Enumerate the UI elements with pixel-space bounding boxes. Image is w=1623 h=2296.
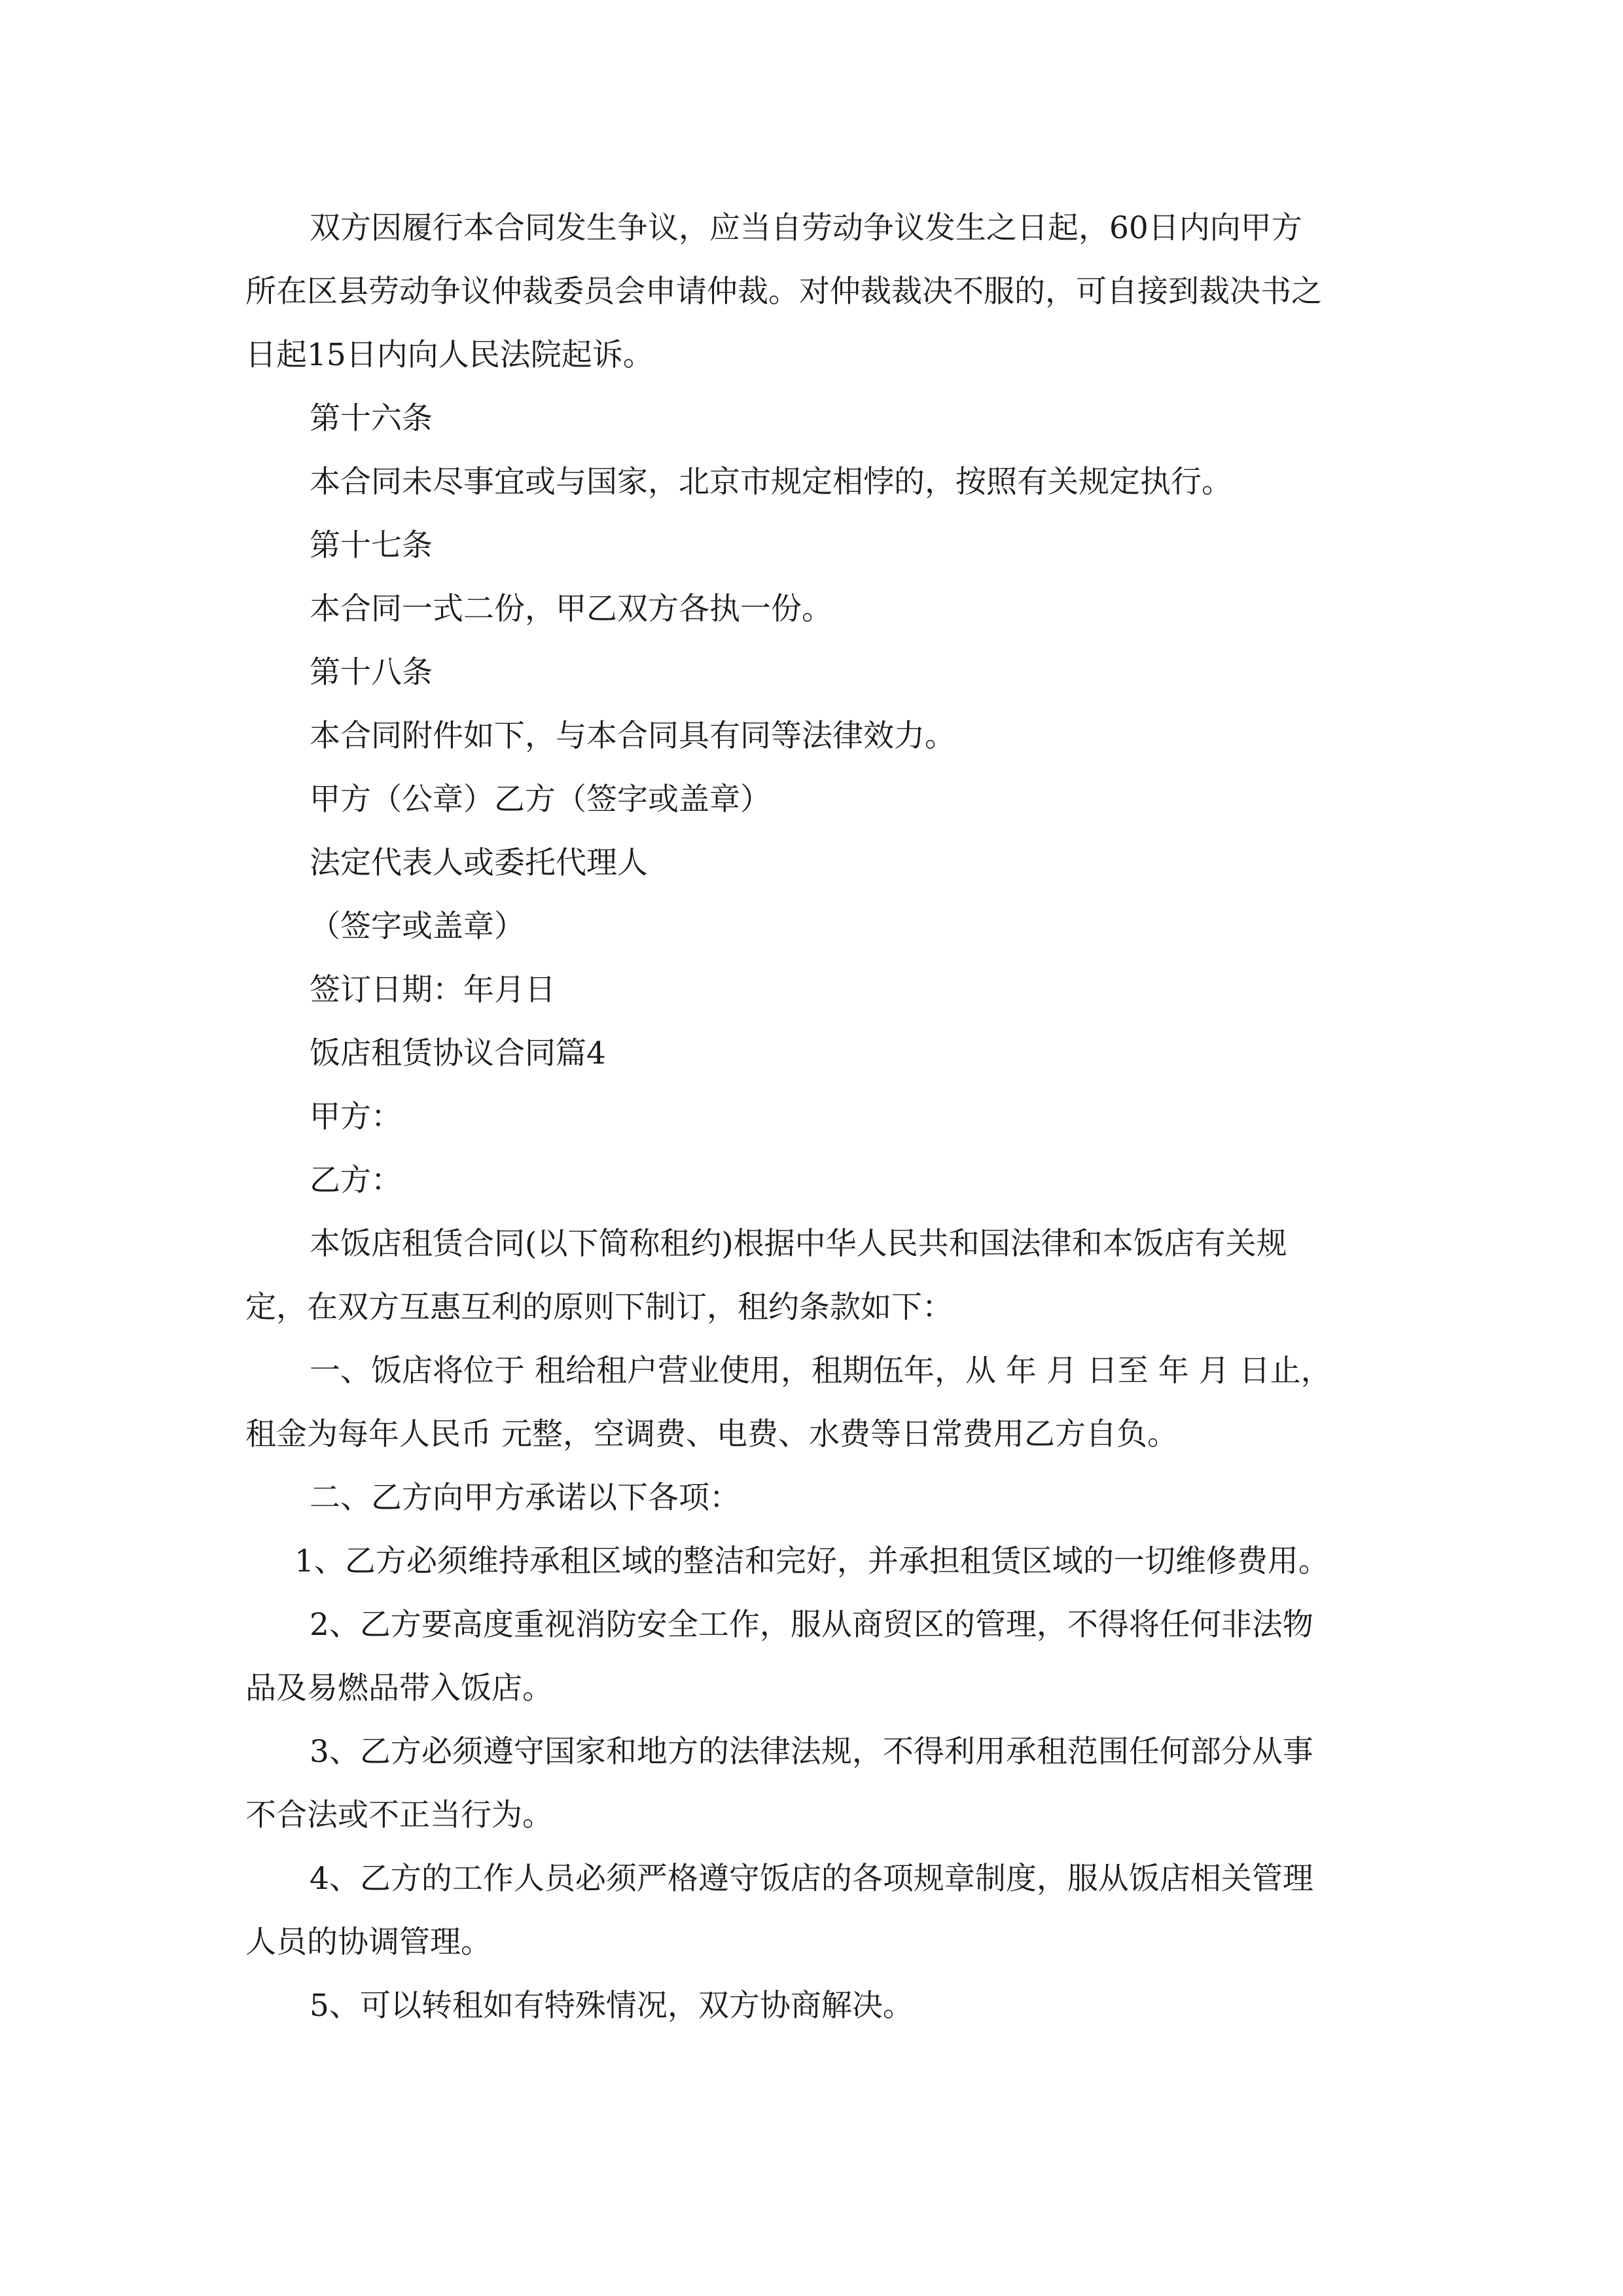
article-17-heading: 第十七条 (310, 528, 433, 564)
signature-representative: 法定代表人或委托代理人 (310, 845, 648, 881)
clause-2: 二、乙方向甲方承诺以下各项： (310, 1480, 740, 1516)
paragraph-intro (245, 1212, 1384, 1339)
text-line: 本饭店租赁合同(以下简称租约)根据中华人民共和国法律和本饭店有关规 (310, 1226, 1287, 1262)
text-line: 所在区县劳动争议仲裁委员会申请仲裁。对仲裁裁决不服的，可自接到裁决书之 (245, 274, 1322, 310)
text-line: 1、乙方必须维持承租区域的整洁和完好，并承担租赁区域的一切维修费用。 (294, 1543, 1329, 1579)
clause-1 (245, 1339, 1384, 1466)
item-1 (245, 1530, 1384, 1593)
item-2 (245, 1593, 1384, 1720)
article-16-heading: 第十六条 (310, 401, 433, 437)
signature-parties: 甲方（公章）乙方（签字或盖章） (310, 781, 771, 817)
text-line: 一、饭店将位于 租给租户营业使用，租期伍年，从 年 月 日至 年 月 日止， (310, 1353, 1332, 1389)
text-line: 双方因履行本合同发生争议，应当自劳动争议发生之日起，60日内向甲方 (310, 210, 1302, 246)
text-line: 日起15日内向人民法院起诉。 (245, 337, 654, 373)
item-5: 5、可以转租如有特殊情况，双方协商解决。 (310, 1988, 914, 2024)
paragraph-article-18: 本合同附件如下，与本合同具有同等法律效力。 (310, 718, 955, 754)
party-a-label: 甲方： (310, 1099, 402, 1135)
text-line: 人员的协调管理。 (245, 1924, 491, 1960)
text-line: 4、乙方的工作人员必须严格遵守饭店的各项规章制度，服从饭店相关管理 (310, 1861, 1313, 1897)
party-b-label: 乙方： (310, 1162, 402, 1198)
text-line: 租金为每年人民币 元整，空调费、电费、水费等日常费用乙方自负。 (245, 1416, 1178, 1452)
text-line: 品及易燃品带入饭店。 (245, 1670, 553, 1706)
signing-date: 签订日期：年月日 (310, 972, 556, 1008)
signature-note: （签字或盖章） (310, 908, 525, 944)
paragraph-article-16: 本合同未尽事宜或与国家，北京市规定相悖的，按照有关规定执行。 (310, 464, 1232, 500)
document-body (245, 196, 1384, 2037)
text-line: 定，在双方互惠互利的原则下制订，租约条款如下： (245, 1289, 953, 1325)
item-4 (245, 1847, 1384, 1974)
paragraph-article-17: 本合同一式二份，甲乙双方各执一份。 (310, 591, 832, 627)
text-line: 3、乙方必须遵守国家和地方的法律法规，不得利用承租范围任何部分从事 (310, 1734, 1313, 1770)
article-18-heading: 第十八条 (310, 655, 433, 691)
item-3 (245, 1720, 1384, 1847)
text-line: 2、乙方要高度重视消防安全工作，服从商贸区的管理，不得将任何非法物 (310, 1607, 1313, 1643)
paragraph-dispute (245, 196, 1384, 387)
section-title: 饭店租赁协议合同篇4 (310, 1035, 606, 1071)
text-line: 不合法或不正当行为。 (245, 1797, 553, 1833)
